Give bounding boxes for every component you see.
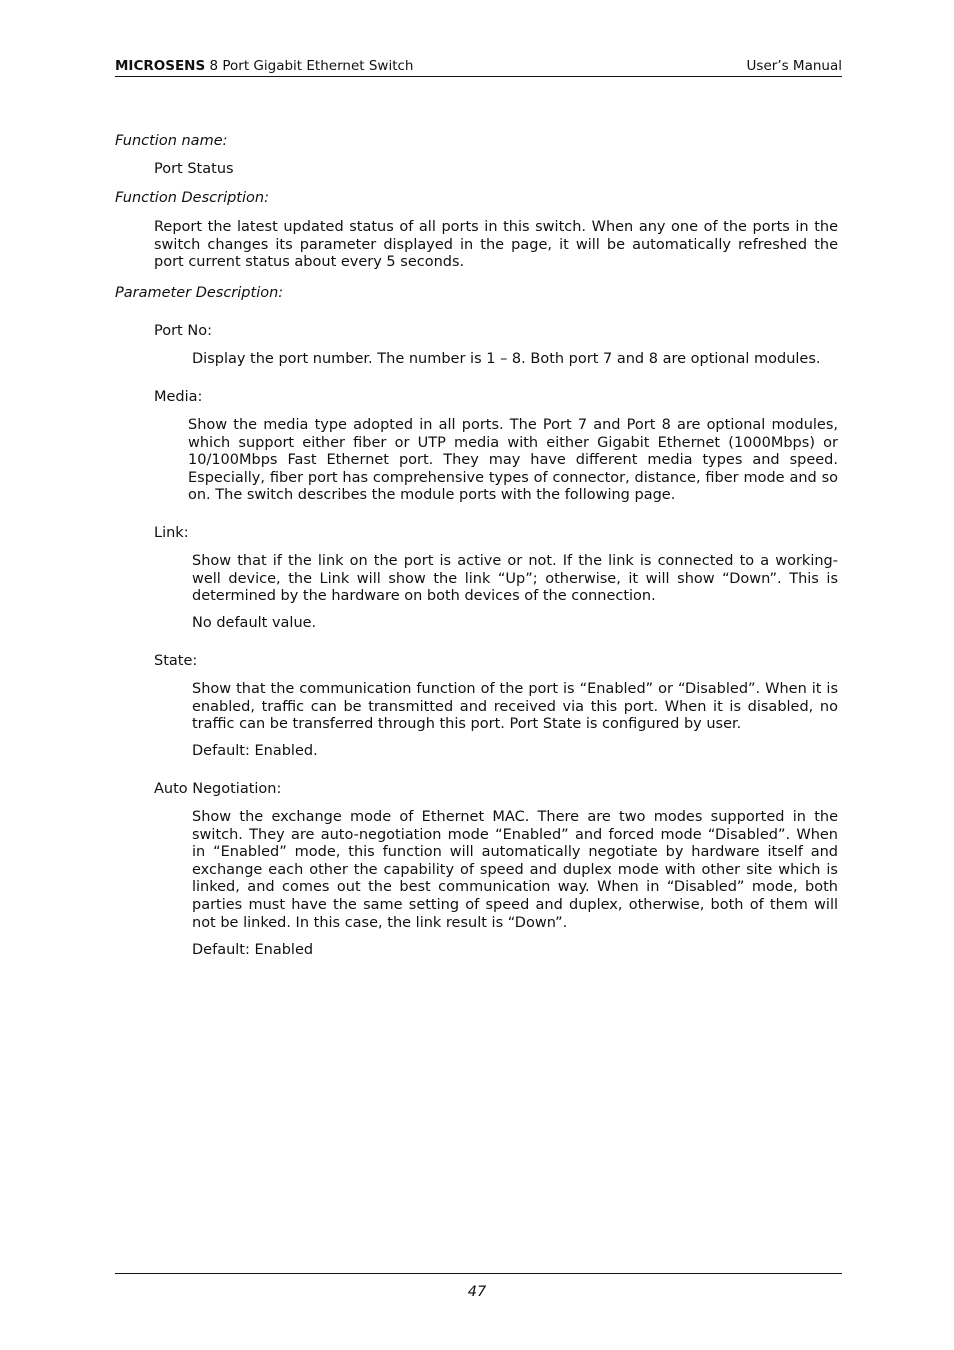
port-no-text: Display the port number. The number is 1 – 8. Both port 7 and 8 are optional modules. — [192, 351, 821, 367]
function-name-value: Port Status — [154, 161, 234, 177]
function-description-text: Report the latest updated status of all ports in this switch. When any one of the ports in the switch changes its parameter displayed in the page, it will be automatically refreshed the port current status about every 5 seconds. — [154, 219, 838, 271]
media-text: Show the media type adopted in all ports. The Port 7 and Port 8 are optional modules, which support either fiber or UTP media with either Gigabit Ethernet (1000Mbps) or 10/100Mbps Fast Ethernet port. They may have different media types and speed. Especially, fiber port has comprehensive types of connector, distance, fiber mode and so on. The switch describes the module ports with the following page. — [188, 417, 838, 504]
function-name-label: Function name: — [115, 133, 228, 149]
state-label: State: — [154, 653, 198, 669]
auto-negotiation-default: Default: Enabled — [192, 942, 314, 958]
port-no-label: Port No: — [154, 323, 212, 339]
header-brand: MICROSENS — [115, 58, 206, 74]
auto-negotiation-label: Auto Negotiation: — [154, 781, 282, 797]
link-default: No default value. — [192, 615, 317, 631]
state-default: Default: Enabled. — [192, 743, 318, 759]
link-label: Link: — [154, 525, 189, 541]
header-title — [115, 57, 413, 75]
auto-negotiation-text: Show the exchange mode of Ethernet MAC. There are two modes supported in the switch. They are auto-negotiation mode “Enabled” and forced mode “Disabled”. When in “Enabled” mode, this function will automatically negotiate by hardware itself and exchange each other the capability of speed and duplex mode with other site which is linked, and comes out the best communication way. When in “Disabled” mode, both parties must have the same setting of speed and duplex, otherwise, both of them will not be linked. In this case, the link result is “Down”. — [192, 809, 838, 931]
page-number: 47 — [467, 1284, 487, 1300]
header-manual-label: User’s Manual — [746, 58, 842, 74]
parameter-description-label: Parameter Description: — [115, 285, 284, 301]
header-product: 8 Port Gigabit Ethernet Switch — [205, 58, 414, 74]
state-text: Show that the communication function of the port is “Enabled” or “Disabled”. When it is enabled, traffic can be transmitted and received via this port. When it is disabled, no traffic can be transferred through this port. Port State is configured by user. — [192, 681, 838, 733]
link-text: Show that if the link on the port is active or not. If the link is connected to a working-well device, the Link will show the link “Up”; otherwise, it will show “Down”. This is determined by the hardware on both devices of the connection. — [192, 553, 838, 605]
page-header — [115, 57, 842, 77]
footer-divider — [115, 1273, 842, 1274]
function-description-label: Function Description: — [115, 190, 269, 206]
media-label: Media: — [154, 389, 203, 405]
